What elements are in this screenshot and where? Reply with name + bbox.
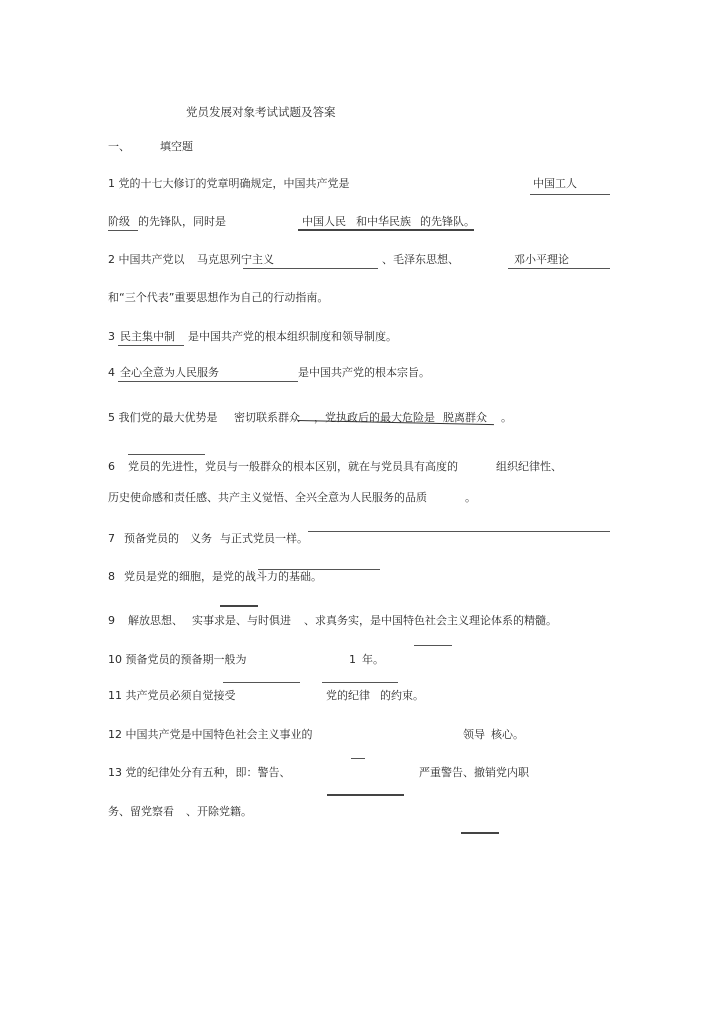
q13-text-2: 、开除党籍。 xyxy=(186,805,252,818)
q6-text-2: 。 xyxy=(465,491,476,504)
q11-text-2: 的约束。 xyxy=(380,689,424,702)
q12-text-2: 核心。 xyxy=(491,728,524,741)
q11-answer: 党的纪律 xyxy=(326,689,370,702)
q2-text-3: 和“三个代表”重要思想作为自己的行动指南。 xyxy=(108,291,329,304)
q13-text: 13 党的纪律处分有五种，即：警告、 xyxy=(108,766,291,779)
q8-num: 8 xyxy=(108,570,115,583)
q10-blank-1 xyxy=(223,682,300,683)
q1-answer-1: 中国工人 xyxy=(533,177,577,190)
q1-text: 1 党的十七大修订的党章明确规定，中国共产党是 xyxy=(108,177,350,190)
q13-answer-cont: 务、留党察看 xyxy=(108,805,174,818)
q10-blank-2 xyxy=(322,682,398,683)
q12-text: 12 中国共产党是中国特色社会主义事业的 xyxy=(108,728,313,741)
q7-answer: 义务 xyxy=(190,532,212,545)
q2-blank-1 xyxy=(243,268,378,269)
q3-text: 是中国共产党的根本组织制度和领导制度。 xyxy=(188,330,397,343)
q13-blank-1 xyxy=(327,794,404,796)
q9-text: 解放思想、 xyxy=(128,614,183,627)
q5-answer-2: 脱离群众 xyxy=(443,411,487,424)
q2-blank-2 xyxy=(508,268,610,269)
q2-answer-1: 马克思列宁主义 xyxy=(197,253,274,266)
q1-text-2: 的先锋队，同时是 xyxy=(138,215,226,228)
q6-answer-1: 组织纪律性、 xyxy=(496,460,562,473)
q3-blank xyxy=(118,345,184,346)
q12-answer: 领导 xyxy=(463,728,485,741)
q5-text-2: ，党执政后的最大危险是 xyxy=(314,411,435,424)
q1-blank-2 xyxy=(298,229,474,231)
q7-num: 7 xyxy=(108,532,115,545)
q8-text: 党员是党的细胞，是党的战斗力的基础。 xyxy=(124,570,322,583)
q3-answer: 民主集中制 xyxy=(120,330,175,343)
q3-num: 3 xyxy=(108,330,115,343)
q7-text-2: 与正式党员一样。 xyxy=(220,532,308,545)
document-title: 党员发展对象考试试题及答案 xyxy=(186,105,336,119)
q13-blank-2 xyxy=(461,832,499,834)
q2-text-2: 、毛泽东思想、 xyxy=(382,253,459,266)
q1-answer-3: 和中华民族 xyxy=(356,215,411,228)
q5-text: 5 我们党的最大优势是 xyxy=(108,411,218,424)
q4-answer: 全心全意为人民服务 xyxy=(120,366,219,379)
q10-text: 10 预备党员的预备期一般为 xyxy=(108,653,247,666)
q9-num: 9 xyxy=(108,614,115,627)
q1-answer-1-cont: 阶级 xyxy=(108,215,130,228)
q9-answer: 实事求是、与时俱进 xyxy=(192,614,291,627)
section-number: 一、 xyxy=(108,140,130,153)
q11-text: 11 共产党员必须自觉接受 xyxy=(108,689,236,702)
q1-blank-1 xyxy=(530,194,610,195)
q12-blank xyxy=(351,758,365,759)
q1-text-3: 的先锋队。 xyxy=(420,215,475,228)
q4-blank xyxy=(118,381,298,382)
q10-text-2: 年。 xyxy=(362,653,384,666)
q9-text-2: 、求真务实，是中国特色社会主义理论体系的精髓。 xyxy=(304,614,557,627)
q6-num: 6 xyxy=(108,460,115,473)
section-heading: 填空题 xyxy=(160,140,193,153)
q10-answer: 1 xyxy=(349,653,356,666)
q4-text: 是中国共产党的根本宗旨。 xyxy=(298,366,430,379)
q7-blank-top xyxy=(308,531,610,532)
q5-text-3: 。 xyxy=(501,411,512,424)
q7-text: 预备党员的 xyxy=(124,532,179,545)
q4-num: 4 xyxy=(108,366,115,379)
q9-blank-top xyxy=(220,605,258,607)
q13-answer: 严重警告、撤销党内职 xyxy=(419,766,529,779)
q2-answer-2: 邓小平理论 xyxy=(514,253,569,266)
q5-answer-1: 密切联系群众 xyxy=(234,411,300,424)
q1-blank-1b xyxy=(108,230,138,231)
q9-blank-bottom xyxy=(414,645,452,646)
q2-text: 2 中国共产党以 xyxy=(108,253,185,266)
q6-answer-2: 历史使命感和责任感、共产主义觉悟、全兴全意为人民服务的品质 xyxy=(108,491,427,504)
q1-answer-2: 中国人民 xyxy=(302,215,346,228)
q6-blank-top xyxy=(128,454,205,455)
q6-text: 党员的先进性，党员与一般群众的根本区别，就在与党员具有高度的 xyxy=(128,460,458,473)
